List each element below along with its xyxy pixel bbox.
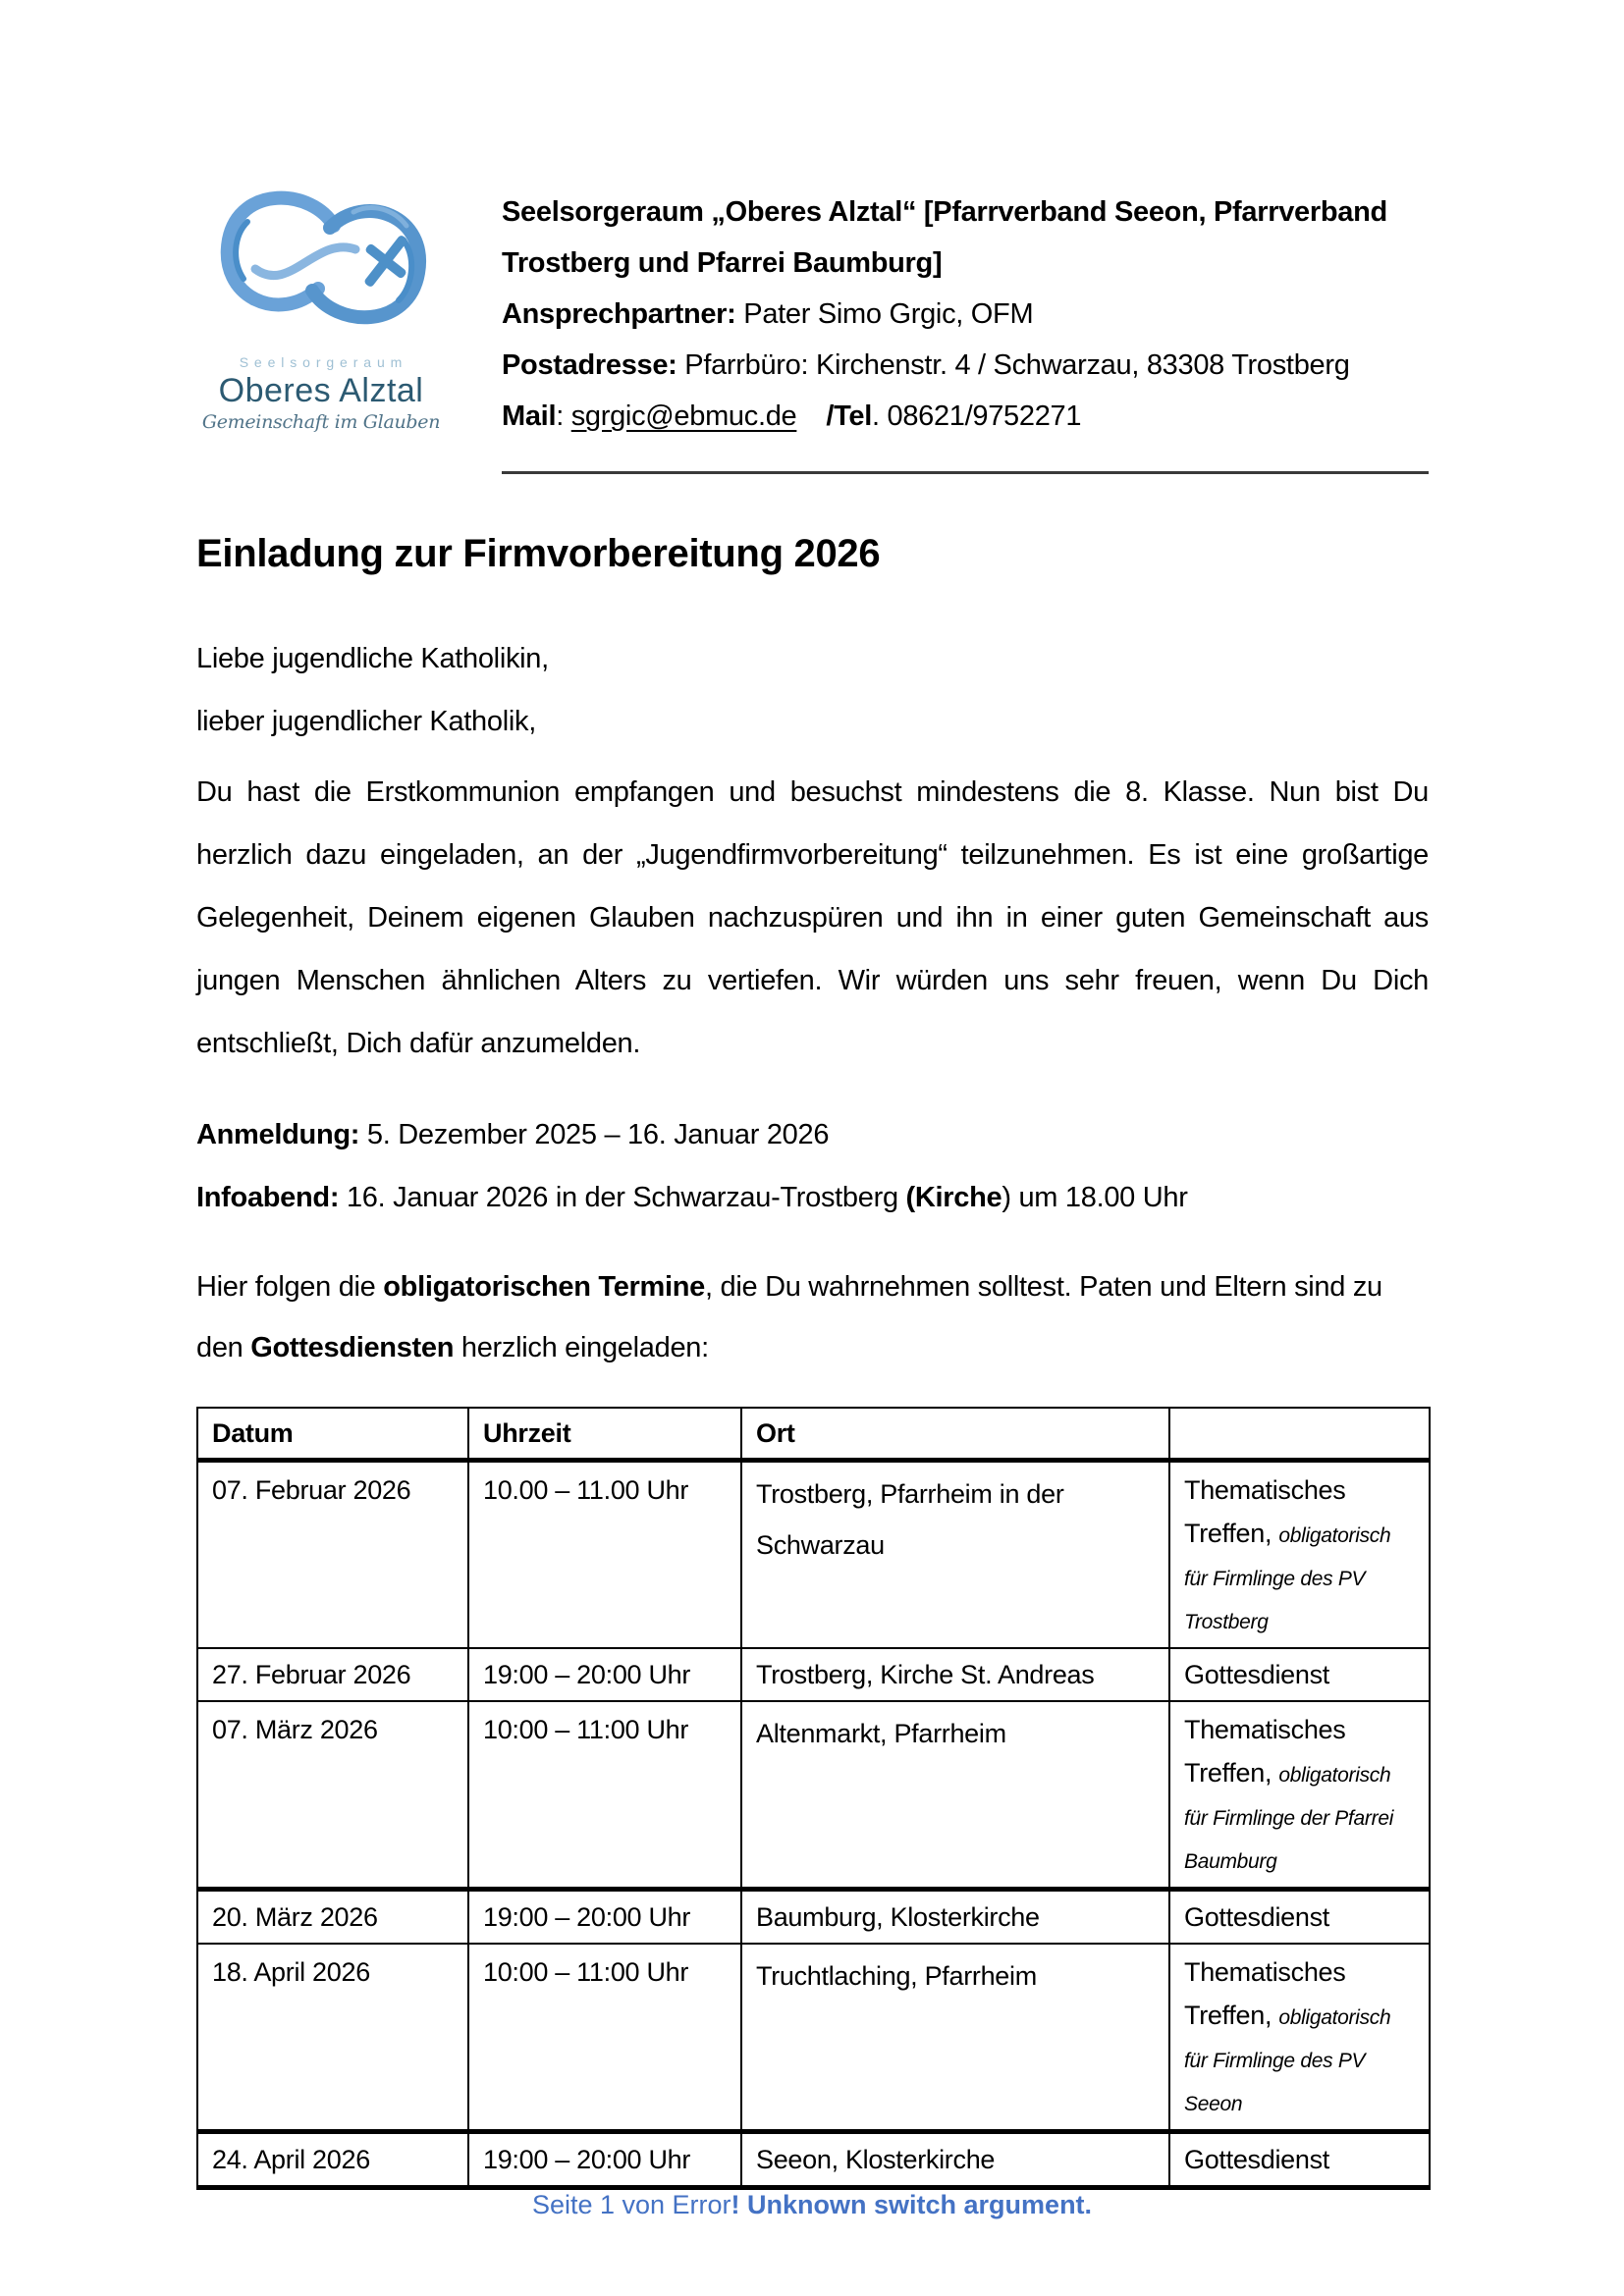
org-logo bbox=[196, 175, 447, 440]
cell-art bbox=[1169, 1701, 1430, 1890]
logo-region-name: Oberes Alztal bbox=[218, 372, 424, 409]
event-type: Thematisches Treffen, bbox=[1184, 1957, 1346, 2030]
cell-uhrzeit: 19:00 – 20:00 Uhr bbox=[468, 2132, 741, 2188]
mail-separator: : bbox=[556, 400, 571, 432]
cell-ort: Altenmarkt, Pfarrheim bbox=[741, 1701, 1169, 1890]
column-header-blank bbox=[1169, 1408, 1430, 1461]
footer-error-text: ! Unknown switch argument. bbox=[731, 2190, 1093, 2219]
table-row bbox=[197, 2132, 1430, 2188]
logo-tagline: Gemeinschaft im Glauben bbox=[201, 411, 441, 433]
cell-ort: Trostberg, Kirche St. Andreas bbox=[741, 1648, 1169, 1701]
cell-uhrzeit: 10.00 – 11.00 Uhr bbox=[468, 1461, 741, 1649]
intro-paragraph: Du hast die Erstkommunion empfangen und besuchst mindestens die 8. Klasse. Nun bist Du herzlich dazu eingeladen, an der „Jugendfirmvorbereitung“ teilzunehmen. Es ist eine großartige Gelegenheit, Deinem eigenen Glauben nachzuspüren und ihn in einer guten Gemeinschaft aus jungen Menschen ähnlichen Alters zu vertiefen. Wir würden uns sehr freuen, wenn Du Dich entschließt, Dich dafür anzumelden. bbox=[196, 776, 1429, 1059]
email-link[interactable]: sgrgic@ebmuc.de bbox=[570, 400, 797, 432]
key-dates-block bbox=[196, 1103, 1429, 1229]
org-name: Seelsorgeraum „Oberes Alztal“ [Pfarrverband Seeon, Pfarrverband Trostberg und Pfarrei Baumburg] bbox=[502, 196, 1387, 279]
cell-datum: 20. März 2026 bbox=[197, 1890, 468, 1945]
address-label: Postadresse: bbox=[502, 349, 677, 381]
event-type: Gottesdienst bbox=[1184, 1902, 1329, 1932]
table-row bbox=[197, 1648, 1430, 1701]
info-evening-bold: (Kirche bbox=[905, 1182, 1002, 1213]
terms-bold: Gottesdiensten bbox=[250, 1332, 455, 1363]
cell-art bbox=[1169, 2132, 1430, 2188]
page-footer bbox=[0, 2190, 1624, 2220]
footer-page-text: Seite 1 von Error bbox=[531, 2190, 731, 2219]
cell-ort: Truchtlaching, Pfarrheim bbox=[741, 1944, 1169, 2132]
table-row bbox=[197, 1701, 1430, 1890]
terms-intro bbox=[196, 1256, 1429, 1378]
address-line bbox=[502, 349, 1350, 381]
letterhead bbox=[196, 175, 1429, 474]
greeting-line: lieber jugendlicher Katholik, bbox=[196, 706, 536, 737]
info-evening-line bbox=[196, 1166, 1429, 1229]
cell-art bbox=[1169, 1461, 1430, 1649]
cell-datum: 27. Februar 2026 bbox=[197, 1648, 468, 1701]
column-header-ort: Ort bbox=[741, 1408, 1169, 1461]
logo-region-kicker: S e e l s o r g e r a u m bbox=[239, 354, 404, 370]
registration-line bbox=[196, 1103, 1429, 1166]
info-evening-post: ) um 18.00 Uhr bbox=[1001, 1182, 1188, 1213]
cell-datum: 18. April 2026 bbox=[197, 1944, 468, 2132]
schedule-table bbox=[196, 1407, 1431, 2190]
cell-art bbox=[1169, 1944, 1430, 2132]
cell-uhrzeit: 19:00 – 20:00 Uhr bbox=[468, 1648, 741, 1701]
terms-text: herzlich eingeladen: bbox=[454, 1332, 709, 1363]
contact-line bbox=[502, 298, 1033, 330]
contact-block bbox=[502, 175, 1429, 474]
greeting-line: Liebe jugendliche Katholikin, bbox=[196, 643, 549, 674]
event-note: obligatorisch für Firmlinge des PV Seeon bbox=[1184, 2006, 1391, 2115]
tel-value: . 08621/9752271 bbox=[871, 400, 1082, 432]
cell-art bbox=[1169, 1890, 1430, 1945]
schedule-table-body bbox=[197, 1461, 1430, 2188]
logo-graphic bbox=[196, 175, 447, 435]
cell-uhrzeit: 10:00 – 11:00 Uhr bbox=[468, 1944, 741, 2132]
table-row bbox=[197, 1890, 1430, 1945]
column-header-uhrzeit: Uhrzeit bbox=[468, 1408, 741, 1461]
greeting-block bbox=[196, 627, 1429, 753]
info-evening-label: Infoabend: bbox=[196, 1182, 340, 1213]
cell-uhrzeit: 10:00 – 11:00 Uhr bbox=[468, 1701, 741, 1890]
cell-ort: Seeon, Klosterkirche bbox=[741, 2132, 1169, 2188]
terms-text: , die Du wahrnehmen solltest. Paten und Eltern sind zu den bbox=[196, 1271, 1382, 1363]
address-value: Pfarrbüro: Kirchenstr. 4 / Schwarzau, 83308 Trostberg bbox=[677, 349, 1350, 381]
cell-datum: 07. März 2026 bbox=[197, 1701, 468, 1890]
cell-datum: 07. Februar 2026 bbox=[197, 1461, 468, 1649]
event-type: Thematisches Treffen, bbox=[1184, 1475, 1346, 1548]
terms-bold: obligatorischen Termine bbox=[383, 1271, 705, 1303]
cell-datum: 24. April 2026 bbox=[197, 2132, 468, 2188]
event-note: obligatorisch für Firmlinge des PV Trostberg bbox=[1184, 1524, 1391, 1633]
table-header-row bbox=[197, 1408, 1430, 1461]
info-evening-pre: 16. Januar 2026 in der Schwarzau-Trostberg bbox=[339, 1182, 906, 1213]
event-type: Gottesdienst bbox=[1184, 2145, 1329, 2174]
registration-label: Anmeldung: bbox=[196, 1119, 360, 1150]
event-type: Gottesdienst bbox=[1184, 1660, 1329, 1689]
cell-ort: Trostberg, Pfarrheim in der Schwarzau bbox=[741, 1461, 1169, 1649]
table-row bbox=[197, 1461, 1430, 1649]
registration-value: 5. Dezember 2025 – 16. Januar 2026 bbox=[359, 1119, 830, 1150]
cell-art bbox=[1169, 1648, 1430, 1701]
event-type: Thematisches Treffen, bbox=[1184, 1715, 1346, 1788]
event-note: obligatorisch für Firmlinge der Pfarrei Baumburg bbox=[1184, 1764, 1394, 1873]
tel-label: /Tel bbox=[826, 400, 872, 432]
cell-ort: Baumburg, Klosterkirche bbox=[741, 1890, 1169, 1945]
contact-value: Pater Simo Grgic, OFM bbox=[735, 298, 1034, 330]
mail-tel-line bbox=[502, 400, 1081, 432]
terms-text: Hier folgen die bbox=[196, 1271, 384, 1303]
cell-uhrzeit: 19:00 – 20:00 Uhr bbox=[468, 1890, 741, 1945]
column-header-datum: Datum bbox=[197, 1408, 468, 1461]
mail-label: Mail bbox=[502, 400, 557, 432]
contact-label: Ansprechpartner: bbox=[502, 298, 736, 330]
page-title: Einladung zur Firmvorbereitung 2026 bbox=[196, 532, 881, 575]
table-row bbox=[197, 1944, 1430, 2132]
